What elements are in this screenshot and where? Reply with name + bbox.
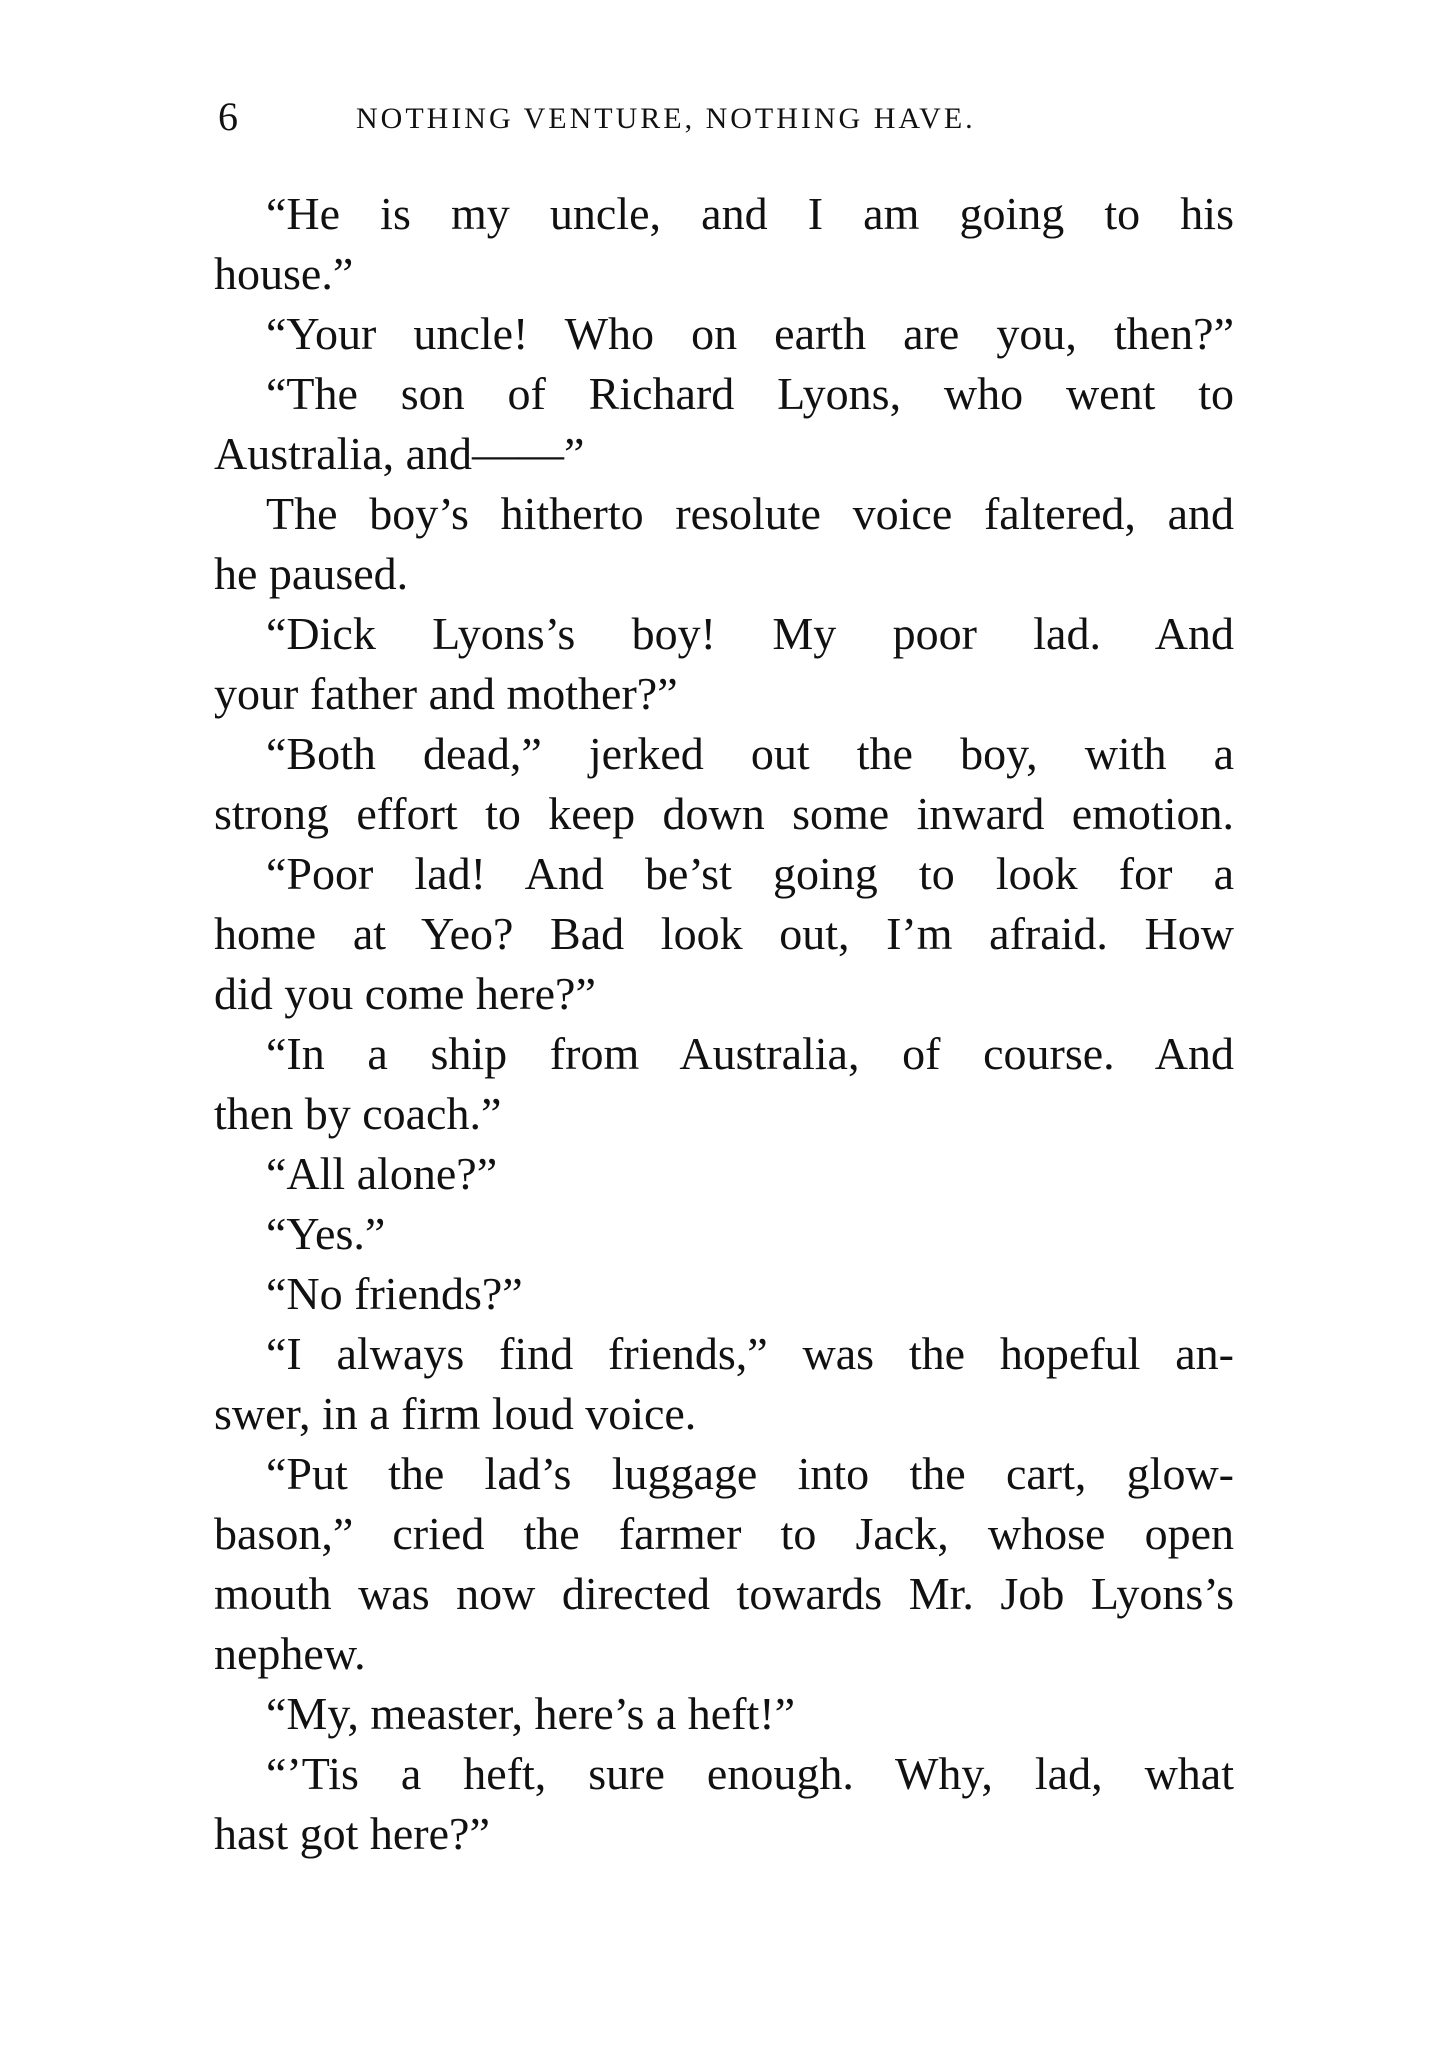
running-title: NOTHING VENTURE, NOTHING HAVE.	[356, 102, 976, 135]
text-line: “No friends?”	[266, 1268, 523, 1319]
text-line: “Dick Lyons’s boy! My poor lad. And	[266, 608, 1234, 659]
text-line: The boy’s hitherto resolute voice faltered, and	[266, 488, 1234, 539]
text-line: “Poor lad! And be’st going to look for a	[266, 848, 1234, 899]
text-line: did you come here?”	[214, 968, 596, 1019]
text-line: your father and mother?”	[214, 668, 678, 719]
text-line: home at Yeo? Bad look out, I’m afraid. How	[214, 908, 1234, 959]
text-line: “In a ship from Australia, of course. And	[266, 1028, 1234, 1079]
page-number: 6	[218, 94, 238, 139]
text-line: “I always find friends,” was the hopeful an-	[266, 1328, 1234, 1379]
text-line: he paused.	[214, 548, 409, 599]
text-line: “Your uncle! Who on earth are you, then?”	[266, 308, 1234, 359]
text-line: then by coach.”	[214, 1088, 502, 1139]
text-line: “The son of Richard Lyons, who went to	[266, 368, 1234, 419]
text-line: “Put the lad’s luggage into the cart, glow-	[266, 1448, 1234, 1499]
text-line: swer, in a firm loud voice.	[214, 1388, 697, 1439]
text-line: “All alone?”	[266, 1148, 498, 1199]
text-line: “’Tis a heft, sure enough. Why, lad, what	[266, 1748, 1234, 1799]
text-line: bason,” cried the farmer to Jack, whose open	[214, 1508, 1234, 1559]
text-line: “My, measter, here’s a heft!”	[266, 1688, 796, 1739]
body-text	[214, 184, 1234, 1864]
text-line: “Both dead,” jerked out the boy, with a	[266, 728, 1234, 779]
text-line: “Yes.”	[266, 1208, 386, 1259]
text-line: strong effort to keep down some inward emotion.	[214, 788, 1234, 839]
text-line: nephew.	[214, 1628, 366, 1679]
text-line: Australia, and——”	[214, 428, 585, 479]
text-line: house.”	[214, 248, 354, 299]
text-line: hast got here?”	[214, 1808, 490, 1859]
text-line: “He is my uncle, and I am going to his	[266, 188, 1234, 239]
running-head	[214, 92, 1234, 142]
text-line: mouth was now directed towards Mr. Job Lyons’s	[214, 1568, 1234, 1619]
